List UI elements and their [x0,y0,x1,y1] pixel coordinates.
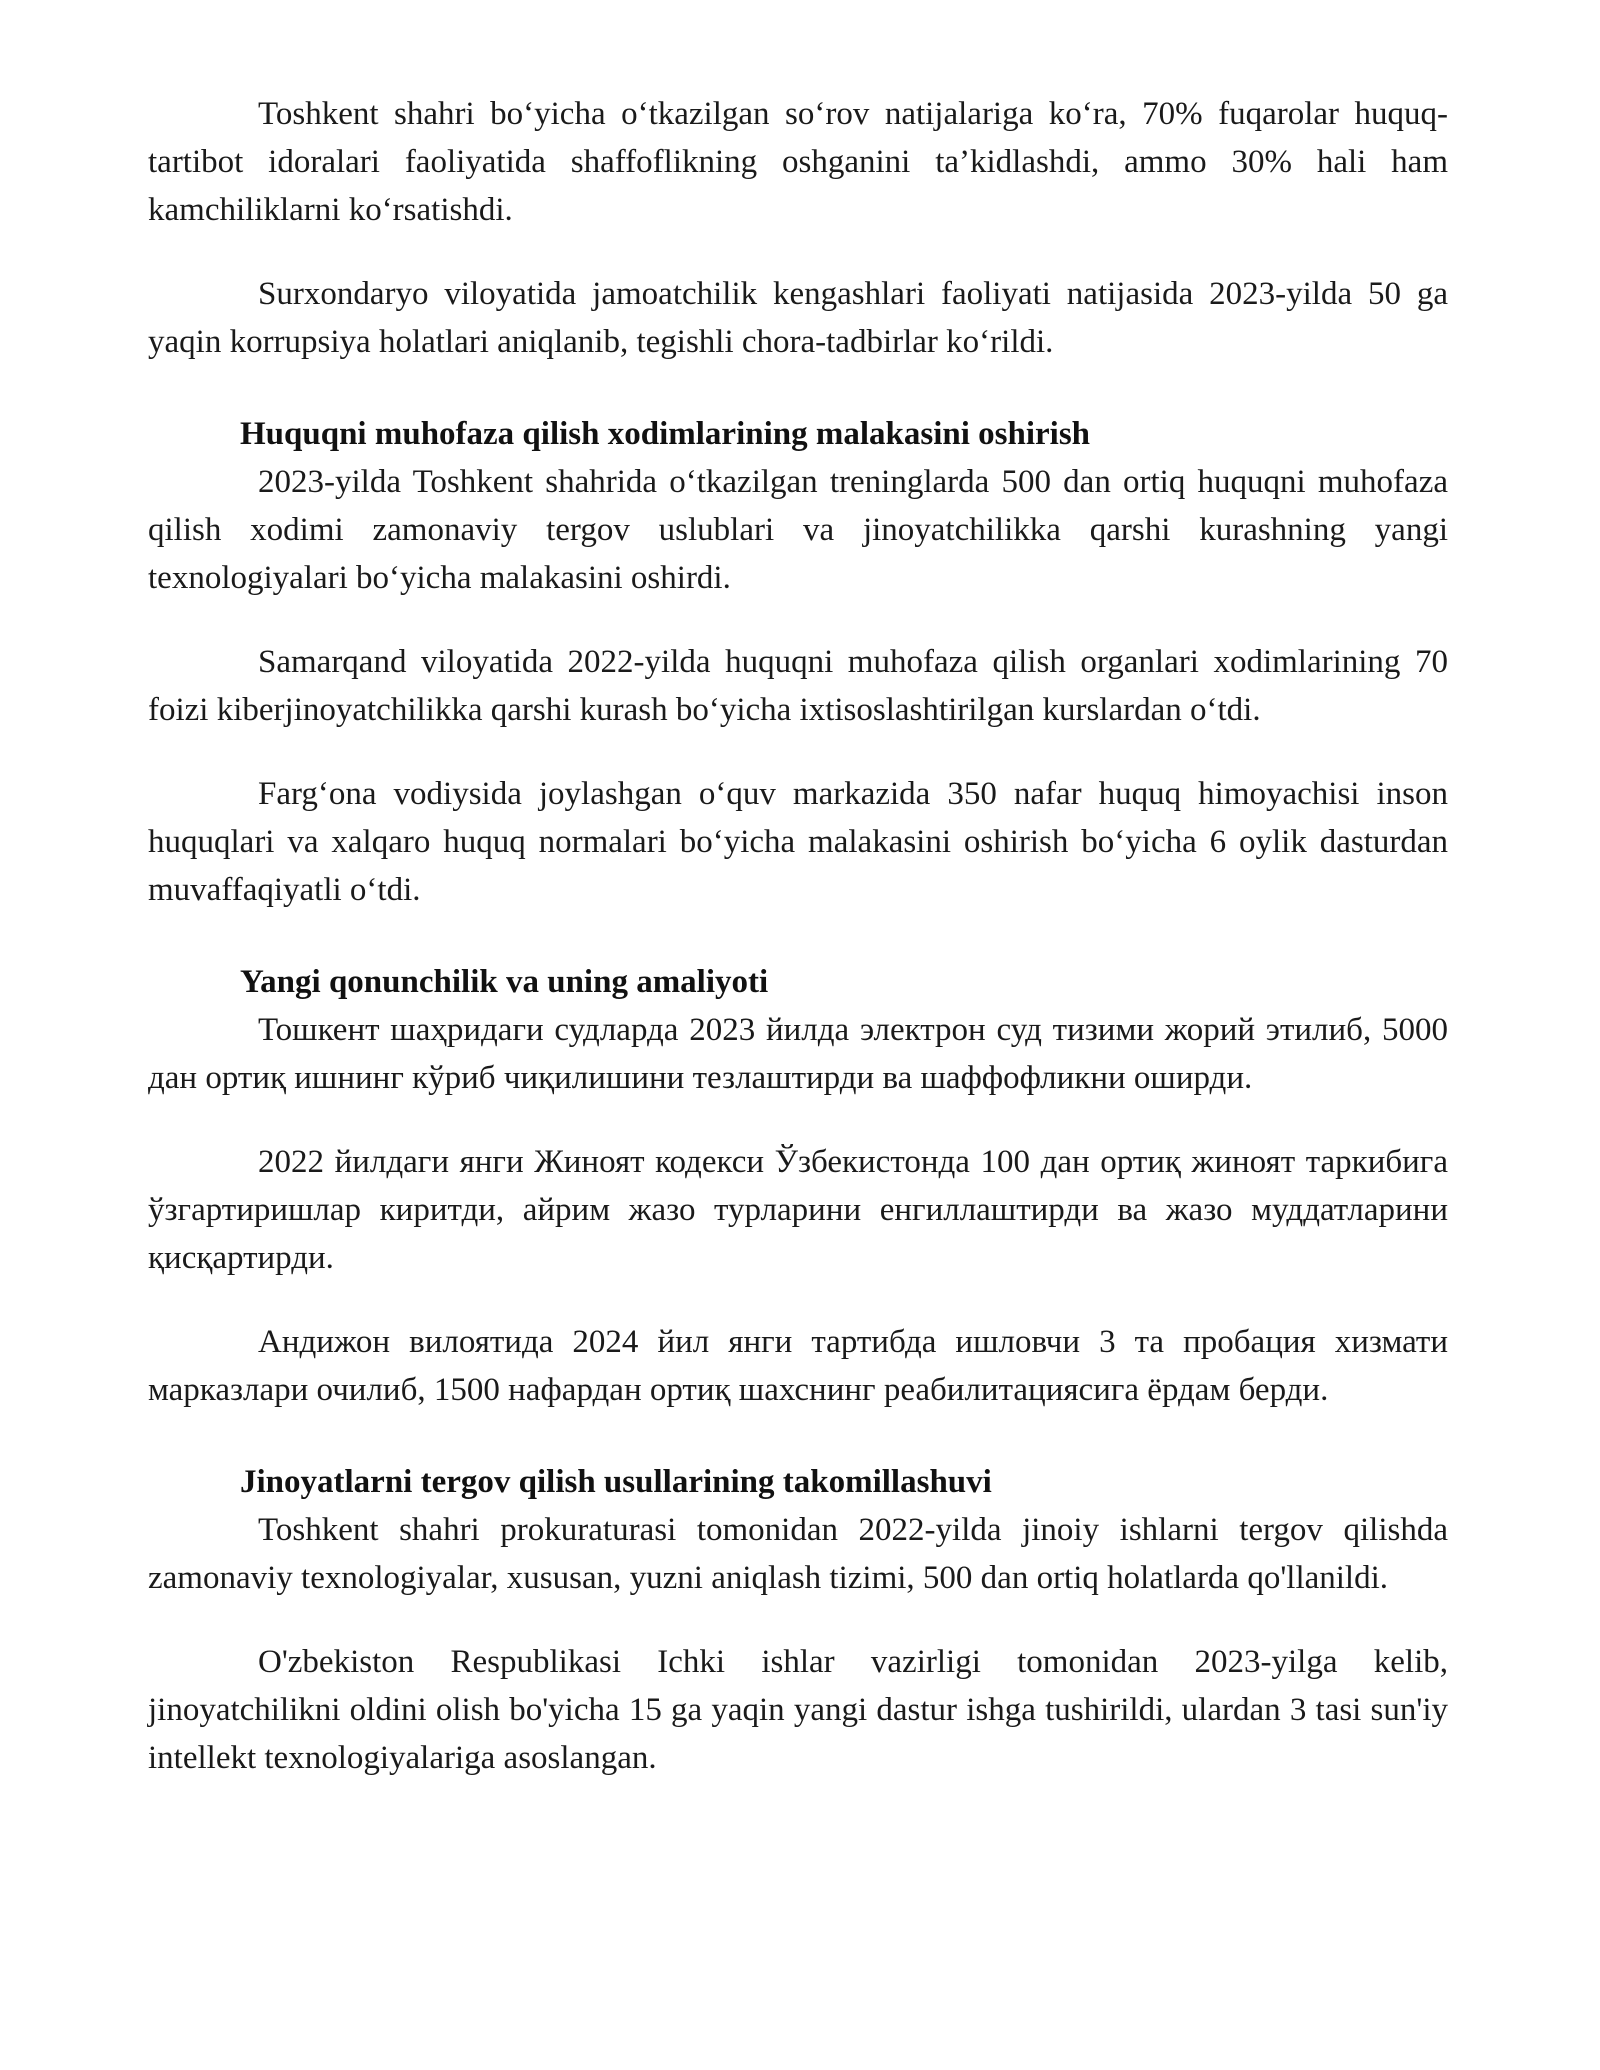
section-investigation [148,1458,1448,1782]
paragraph: Андижон вилоятида 2024 йил янги тартибда ишловчи 3 та пробация хизмати марказлари очилиб, 1500 нафардан ортиқ шахснинг реабилитациясига ёрдам берди. [148,1324,1448,1408]
paragraph: Toshkent shahri bo‘yicha o‘tkazilgan so‘rov natijalariga ko‘ra, 70% fuqarolar huquq-tartibot idoralari faoliyatida shaffoflikning oshganini ta’kidlashdi, ammo 30% hali ham kamchiliklarni ko‘rsatishdi. [148,96,1448,228]
section-intro [148,90,1448,366]
paragraph: 2023-yilda Toshkent shahrida o‘tkazilgan treninglarda 500 dan ortiq huquqni muhofaza qilish xodimi zamonaviy tergov uslublari va jinoyatchilikka qarshi kurashning yangi texnologiyalari bo‘yicha malakasini oshirdi. [148,464,1448,596]
paragraph: 2022 йилдаги янги Жиноят кодекси Ўзбекистонда 100 дан ортиқ жиноят таркибига ўзгартиришлар киритди, айрим жазо турларини енгиллаштирди ва жазо муддатларини қисқартирди. [148,1144,1448,1276]
paragraph: Toshkent shahri prokuraturasi tomonidan 2022-yilda jinoiy ishlarni tergov qilishda zamonaviy texnologiyalar, xususan, yuzni aniqlash tizimi, 500 dan ortiq holatlarda qo'llanildi. [148,1512,1448,1596]
paragraph: Samarqand viloyatida 2022-yilda huquqni muhofaza qilish organlari xodimlarining 70 foizi kiberjinoyatchilikka qarshi kurash bo‘yicha ixtisoslashtirilgan kurslardan o‘tdi. [148,644,1448,728]
section-heading: Yangi qonunchilik va uning amaliyoti [240,964,769,1000]
document-page [148,90,1448,1782]
section-heading: Jinoyatlarni tergov qilish usullarining takomillashuvi [240,1464,992,1500]
paragraph: Surxondaryo viloyatida jamoatchilik kengashlari faoliyati natijasida 2023-yilda 50 ga yaqin korrupsiya holatlari aniqlanib, tegishli chora-tadbirlar ko‘rildi. [148,276,1448,360]
paragraph: Farg‘ona vodiysida joylashgan o‘quv markazida 350 nafar huquq himoyachisi inson huquqlari va xalqaro huquq normalari bo‘yicha malakasini oshirish bo‘yicha 6 oylik dasturdan muvaffaqiyatli o‘tdi. [148,776,1448,908]
section-legislation [148,958,1448,1414]
section-training [148,410,1448,914]
paragraph: Тошкент шаҳридаги судларда 2023 йилда электрон суд тизими жорий этилиб, 5000 дан ортиқ ишнинг кўриб чиқилишини тезлаштирди ва шаффофликни оширди. [148,1012,1448,1096]
section-heading: Huquqni muhofaza qilish xodimlarining malakasini oshirish [240,416,1091,452]
paragraph: O'zbekiston Respublikasi Ichki ishlar vazirligi tomonidan 2023-yilga kelib, jinoyatchilikni oldini olish bo'yicha 15 ga yaqin yangi dastur ishga tushirildi, ulardan 3 tasi sun'iy intellekt texnologiyalariga asoslangan. [148,1644,1448,1776]
